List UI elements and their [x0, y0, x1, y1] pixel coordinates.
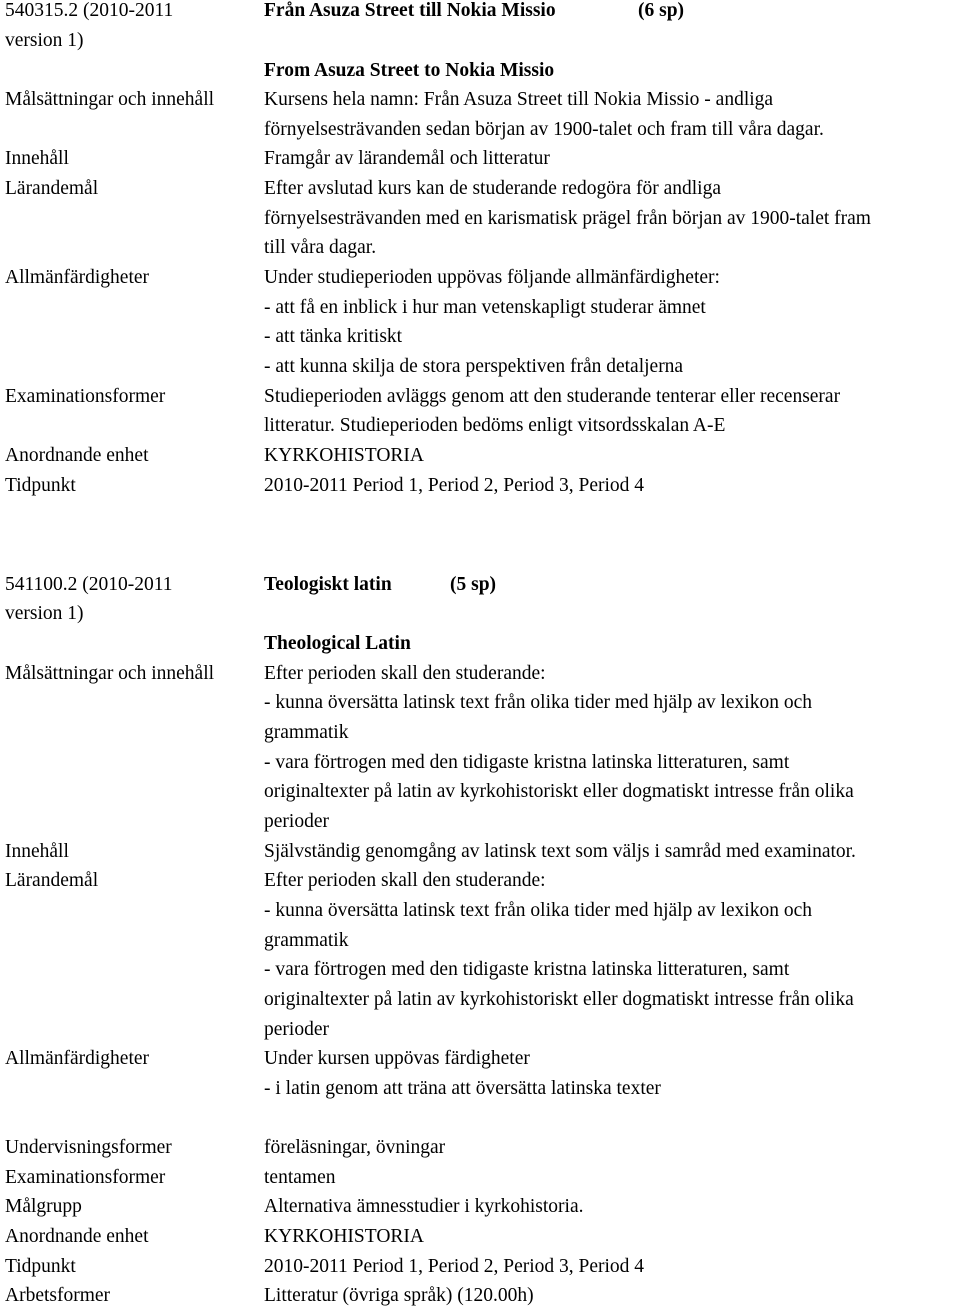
goals-line: Efter perioden skall den studerande:	[264, 663, 546, 684]
skills-label: Allmänfärdigheter	[5, 1048, 150, 1069]
goals-line: - vara förtrogen med den tidigaste kristna latinska litteraturen, samt	[264, 752, 790, 773]
unit-value: KYRKOHISTORIA	[264, 1226, 424, 1247]
content-line: Självständig genomgång av latinsk text som väljs i samråd med examinator.	[264, 841, 856, 862]
goals-line: originaltexter på latin av kyrkohistoriskt eller dogmatiskt intresse från olika	[264, 781, 854, 802]
exam-value: tentamen	[264, 1167, 336, 1188]
course-title-en: From Asuza Street to Nokia Missio	[264, 60, 555, 81]
skills-label: Allmänfärdigheter	[5, 267, 150, 288]
course-title-sv: Teologiskt latin	[264, 574, 392, 595]
course-version: version 1)	[5, 603, 84, 624]
work-label: Arbetsformer	[5, 1285, 111, 1306]
exam-line: litteratur. Studieperioden bedöms enligt vitsordsskalan A-E	[264, 415, 726, 436]
exam-label: Examinationsformer	[5, 386, 166, 407]
skills-line: Under studieperioden uppövas följande allmänfärdigheter:	[264, 267, 720, 288]
goals-line: förnyelsesträvanden sedan början av 1900-talet och fram till våra dagar.	[264, 119, 824, 140]
outcomes-line: - kunna översätta latinsk text från olika tider med hjälp av lexikon och	[264, 900, 812, 921]
time-value: 2010-2011 Period 1, Period 2, Period 3, Period 4	[264, 475, 645, 496]
skills-line: - att tänka kritiskt	[264, 326, 403, 347]
course-code: 541100.2 (2010-2011	[5, 574, 173, 595]
course-code: 540315.2 (2010-2011	[5, 0, 174, 21]
unit-label: Anordnande enhet	[5, 445, 149, 466]
unit-value: KYRKOHISTORIA	[264, 445, 424, 466]
outcomes-line: Efter perioden skall den studerande:	[264, 870, 546, 891]
time-label: Tidpunkt	[5, 1256, 76, 1277]
outcomes-line: Efter avslutad kurs kan de studerande redogöra för andliga	[264, 178, 721, 199]
goals-line: Kursens hela namn: Från Asuza Street till Nokia Missio - andliga	[264, 89, 774, 110]
course-title-en: Theological Latin	[264, 633, 411, 654]
skills-line: - att kunna skilja de stora perspektiven från detaljerna	[264, 356, 684, 377]
target-value: Alternativa ämnesstudier i kyrkohistoria.	[264, 1196, 584, 1217]
outcomes-label: Lärandemål	[5, 178, 99, 199]
teaching-value: föreläsningar, övningar	[264, 1137, 446, 1158]
course-credits: (5 sp)	[450, 574, 497, 595]
target-label: Målgrupp	[5, 1196, 82, 1217]
outcomes-line: grammatik	[264, 930, 349, 951]
skills-line: Under kursen uppövas färdigheter	[264, 1048, 530, 1069]
content-label: Innehåll	[5, 148, 69, 169]
goals-line: perioder	[264, 811, 329, 832]
goals-line: grammatik	[264, 722, 349, 743]
outcomes-label: Lärandemål	[5, 870, 99, 891]
outcomes-line: - vara förtrogen med den tidigaste kristna latinska litteraturen, samt	[264, 959, 790, 980]
course-title-sv: Från Asuza Street till Nokia Missio	[264, 0, 556, 21]
exam-label: Examinationsformer	[5, 1167, 166, 1188]
time-label: Tidpunkt	[5, 475, 76, 496]
time-value: 2010-2011 Period 1, Period 2, Period 3, Period 4	[264, 1256, 645, 1277]
outcomes-line: till våra dagar.	[264, 237, 377, 258]
skills-line: - i latin genom att träna att översätta latinska texter	[264, 1078, 661, 1099]
work-value: Litteratur (övriga språk) (120.00h)	[264, 1285, 534, 1306]
content-line: Framgår av lärandemål och litteratur	[264, 148, 550, 169]
outcomes-line: förnyelsesträvanden med en karismatisk prägel från början av 1900-talet fram	[264, 208, 871, 229]
course-version: version 1)	[5, 30, 84, 51]
goals-label: Målsättningar och innehåll	[5, 663, 215, 684]
goals-label: Målsättningar och innehåll	[5, 89, 215, 110]
unit-label: Anordnande enhet	[5, 1226, 149, 1247]
course-credits: (6 sp)	[638, 0, 685, 21]
content-label: Innehåll	[5, 841, 69, 862]
outcomes-line: originaltexter på latin av kyrkohistoriskt eller dogmatiskt intresse från olika	[264, 989, 854, 1010]
teaching-label: Undervisningsformer	[5, 1137, 172, 1158]
skills-line: - att få en inblick i hur man vetenskapligt studerar ämnet	[264, 297, 706, 318]
exam-line: Studieperioden avläggs genom att den studerande tenterar eller recenserar	[264, 386, 841, 407]
goals-line: - kunna översätta latinsk text från olika tider med hjälp av lexikon och	[264, 692, 812, 713]
outcomes-line: perioder	[264, 1019, 329, 1040]
